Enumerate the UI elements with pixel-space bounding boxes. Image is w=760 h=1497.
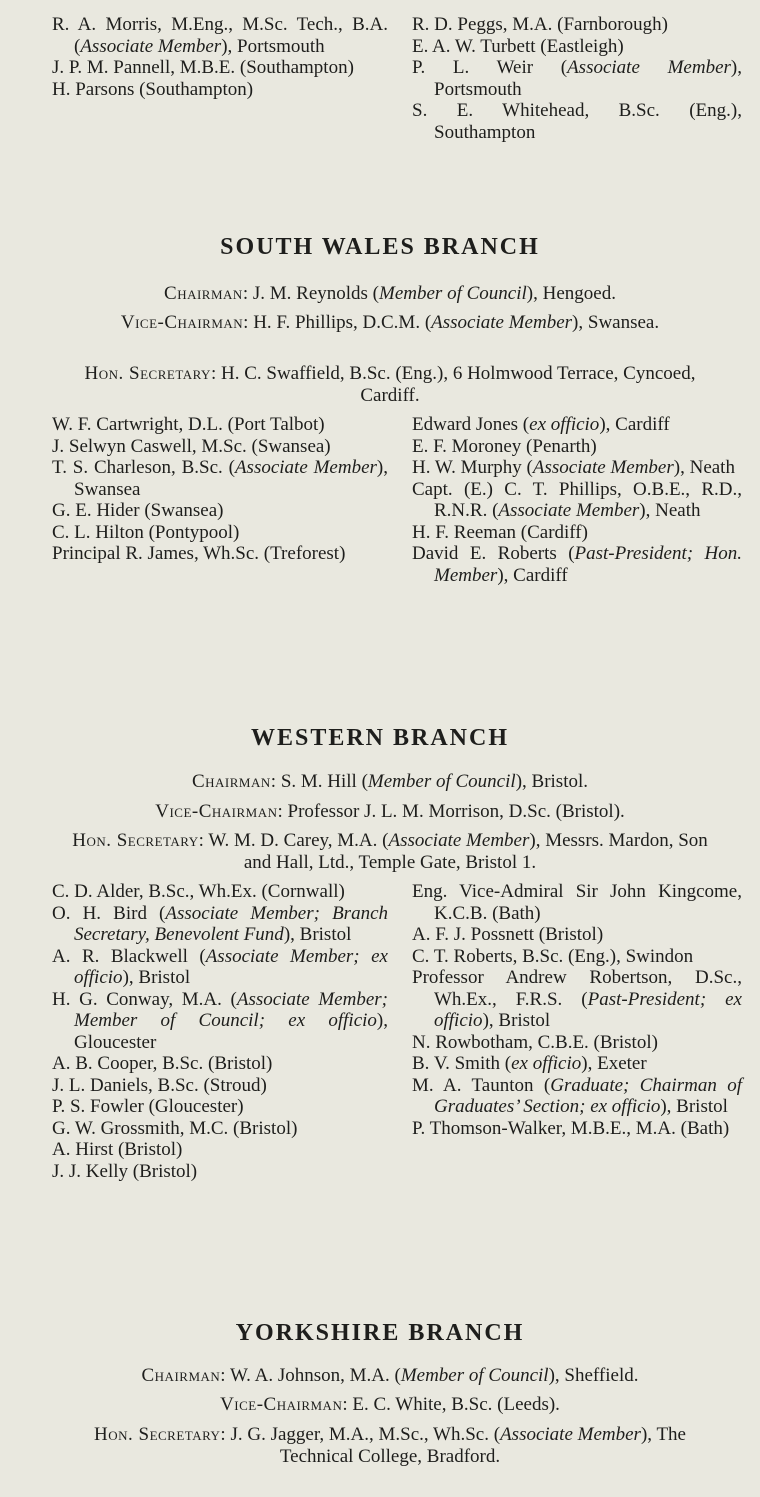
chairman-text: S. M. Hill (Member of Council), Bristol. <box>280 771 588 792</box>
member-entry: A. R. Blackwell (Associate Member; ex officio), Bristol <box>52 945 388 988</box>
member-entry: H. Parsons (Southampton) <box>52 78 254 100</box>
italic-note: Member of Council <box>379 283 527 304</box>
top-member-list <box>52 14 742 143</box>
member-entry: P. Thomson-Walker, M.B.E., M.A. (Bath) <box>412 1117 730 1139</box>
chairman-label: Chairman <box>141 1365 221 1386</box>
vice-chairman-label: Vice-Chairman <box>220 1394 343 1415</box>
yorkshire-hon-secretary: Hon. Secretary: J. G. Jagger, M.A., M.Sc., Wh.Sc. (Associate Member), The Technical College, Bradford. <box>94 1424 686 1467</box>
member-entry: J. J. Kelly (Bristol) <box>52 1160 198 1182</box>
italic-note: Graduate; Chairman of Graduates’ Section; ex officio <box>434 1074 742 1117</box>
member-entry: M. A. Taunton (Graduate; Chairman of Graduates’ Section; ex officio), Bristol <box>412 1074 742 1117</box>
hon-secretary-text: J. G. Jagger, M.A., M.Sc., Wh.Sc. (Associate Member), The Technical College, Bradford. <box>230 1424 686 1467</box>
member-entry: H. F. Reeman (Cardiff) <box>412 521 588 543</box>
member-column-right <box>412 414 742 586</box>
member-entry: B. V. Smith (ex officio), Exeter <box>412 1053 647 1074</box>
vice-chairman-text: E. C. White, B.Sc. (Leeds). <box>352 1394 560 1415</box>
member-entry: Edward Jones (ex officio), Cardiff <box>412 414 670 435</box>
member-entry: E. F. Moroney (Penarth) <box>412 435 597 457</box>
italic-note: Associate Member; ex officio <box>74 945 388 988</box>
chairman-text: J. M. Reynolds (Member of Council), Hengoed. <box>252 283 616 304</box>
yorkshire-heading: YORKSHIRE BRANCH <box>235 1320 525 1346</box>
vice-chairman-label: Vice-Chairman <box>120 312 244 333</box>
hon-secretary-text: H. C. Swaffield, B.Sc. (Eng.), 6 Holmwood Terrace, Cyncoed, Cardiff. <box>220 363 696 406</box>
italic-note: Associate Member; Branch Secretary, Benevolent Fund <box>74 902 388 945</box>
western-heading: WESTERN BRANCH <box>250 725 510 751</box>
member-entry: Capt. (E.) C. T. Phillips, O.B.E., R.D., R.N.R. (Associate Member), Neath <box>412 478 742 521</box>
member-entry: J. P. M. Pannell, M.B.E. (Southampton) <box>52 57 354 78</box>
italic-note: Member of Council <box>367 771 516 792</box>
vice-chairman-text: H. F. Phillips, D.C.M. (Associate Member), Swansea. <box>253 312 660 333</box>
member-column-left <box>52 14 388 143</box>
member-entry: E. A. W. Turbett (Eastleigh) <box>412 35 624 57</box>
member-column-left <box>52 414 388 586</box>
chairman-label: Chairman <box>191 771 271 792</box>
member-entry: R. D. Peggs, M.A. (Farnborough) <box>412 14 668 35</box>
member-entry: J. Selwyn Caswell, M.Sc. (Swansea) <box>52 435 331 457</box>
member-column-right <box>412 881 742 1182</box>
member-entry: A. B. Cooper, B.Sc. (Bristol) <box>52 1053 273 1074</box>
member-entry: David E. Roberts (Past-President; Hon. Member), Cardiff <box>412 543 742 586</box>
italic-note: Associate Member <box>431 312 573 333</box>
hon-secretary-label: Hon. Secretary <box>84 363 211 384</box>
member-entry: A. Hirst (Bristol) <box>52 1139 183 1160</box>
member-column-right <box>412 14 742 143</box>
italic-note: Associate Member <box>498 500 640 521</box>
italic-note: Associate Member <box>234 457 377 478</box>
member-entry: C. T. Roberts, B.Sc. (Eng.), Swindon <box>412 945 694 967</box>
italic-note: Past-President; ex officio <box>434 988 742 1031</box>
italic-note: Associate Member <box>567 57 731 78</box>
south-wales-member-list <box>52 414 742 586</box>
member-entry: N. Rowbotham, C.B.E. (Bristol) <box>412 1031 658 1053</box>
chairman-text: W. A. Johnson, M.A. (Member of Council), Sheffield. <box>229 1365 639 1386</box>
member-entry: Principal R. James, Wh.Sc. (Treforest) <box>52 543 346 564</box>
member-entry: J. L. Daniels, B.Sc. (Stroud) <box>52 1074 267 1096</box>
member-entry: T. S. Charleson, B.Sc. (Associate Member), Swansea <box>52 457 388 500</box>
south-wales-vice-chairman: Vice-Chairman: H. F. Phillips, D.C.M. (Associate Member), Swansea. <box>120 312 660 333</box>
south-wales-heading: SOUTH WALES BRANCH <box>220 234 540 260</box>
vice-chairman-label: Vice-Chairman <box>155 801 278 822</box>
member-entry: H. W. Murphy (Associate Member), Neath <box>412 457 735 478</box>
hon-secretary-text: W. M. D. Carey, M.A. (Associate Member), Messrs. Mardon, Son and Hall, Ltd., Temple Gate, Bristol 1. <box>208 830 708 873</box>
member-entry: O. H. Bird (Associate Member; Branch Secretary, Benevolent Fund), Bristol <box>52 902 388 945</box>
south-wales-chairman: Chairman: J. M. Reynolds (Member of Council), Hengoed. <box>164 283 616 304</box>
chairman-label: Chairman <box>164 283 243 304</box>
western-hon-secretary: Hon. Secretary: W. M. D. Carey, M.A. (Associate Member), Messrs. Mardon, Son and Hall, Ltd., Temple Gate, Bristol 1. <box>72 830 708 873</box>
italic-note: Associate Member <box>388 830 530 851</box>
member-entry: G. E. Hider (Swansea) <box>52 500 224 521</box>
western-chairman: Chairman: S. M. Hill (Member of Council), Bristol. <box>191 771 588 792</box>
member-entry: Eng. Vice-Admiral Sir John Kingcome, K.C.B. (Bath) <box>412 881 742 924</box>
member-entry: R. A. Morris, M.Eng., M.Sc. Tech., B.A. (Associate Member), Portsmouth <box>52 14 388 57</box>
yorkshire-chairman: Chairman: W. A. Johnson, M.A. (Member of Council), Sheffield. <box>141 1365 639 1386</box>
hon-secretary-label: Hon. Secretary <box>72 830 199 851</box>
italic-note: Past-President; Hon. Member <box>434 543 742 586</box>
member-entry: C. D. Alder, B.Sc., Wh.Ex. (Cornwall) <box>52 881 345 902</box>
yorkshire-vice-chairman: Vice-Chairman: E. C. White, B.Sc. (Leeds). <box>220 1394 560 1415</box>
western-member-list <box>52 881 742 1182</box>
hon-secretary-label: Hon. Secretary <box>94 1424 221 1445</box>
italic-note: ex officio <box>529 414 600 435</box>
member-entry: G. W. Grossmith, M.C. (Bristol) <box>52 1117 298 1139</box>
member-entry: Professor Andrew Robertson, D.Sc., Wh.Ex., F.R.S. (Past-President; ex officio), Bristol <box>412 967 742 1031</box>
italic-note: Associate Member <box>80 35 222 57</box>
member-entry: A. F. J. Possnett (Bristol) <box>412 924 604 945</box>
italic-note: Associate Member <box>532 457 674 478</box>
italic-note: Associate Member; Member of Council; ex officio <box>74 988 388 1031</box>
italic-note: Associate Member <box>500 1424 641 1445</box>
western-vice-chairman: Vice-Chairman: Professor J. L. M. Morrison, D.Sc. (Bristol). <box>155 801 625 822</box>
member-entry: C. L. Hilton (Pontypool) <box>52 521 240 543</box>
member-entry: S. E. Whitehead, B.Sc. (Eng.), Southampton <box>412 100 742 143</box>
member-entry: H. G. Conway, M.A. (Associate Member; Member of Council; ex officio), Gloucester <box>52 988 388 1053</box>
member-entry: W. F. Cartwright, D.L. (Port Talbot) <box>52 414 325 435</box>
member-column-left <box>52 881 388 1182</box>
south-wales-hon-secretary: Hon. Secretary: H. C. Swaffield, B.Sc. (Eng.), 6 Holmwood Terrace, Cyncoed, Cardiff. <box>84 363 696 406</box>
italic-note: ex officio <box>511 1053 582 1074</box>
vice-chairman-text: Professor J. L. M. Morrison, D.Sc. (Bristol). <box>287 801 625 822</box>
member-entry: P. S. Fowler (Gloucester) <box>52 1096 244 1117</box>
member-entry: P. L. Weir (Associate Member), Portsmouth <box>412 57 742 100</box>
italic-note: Member of Council <box>400 1365 549 1386</box>
